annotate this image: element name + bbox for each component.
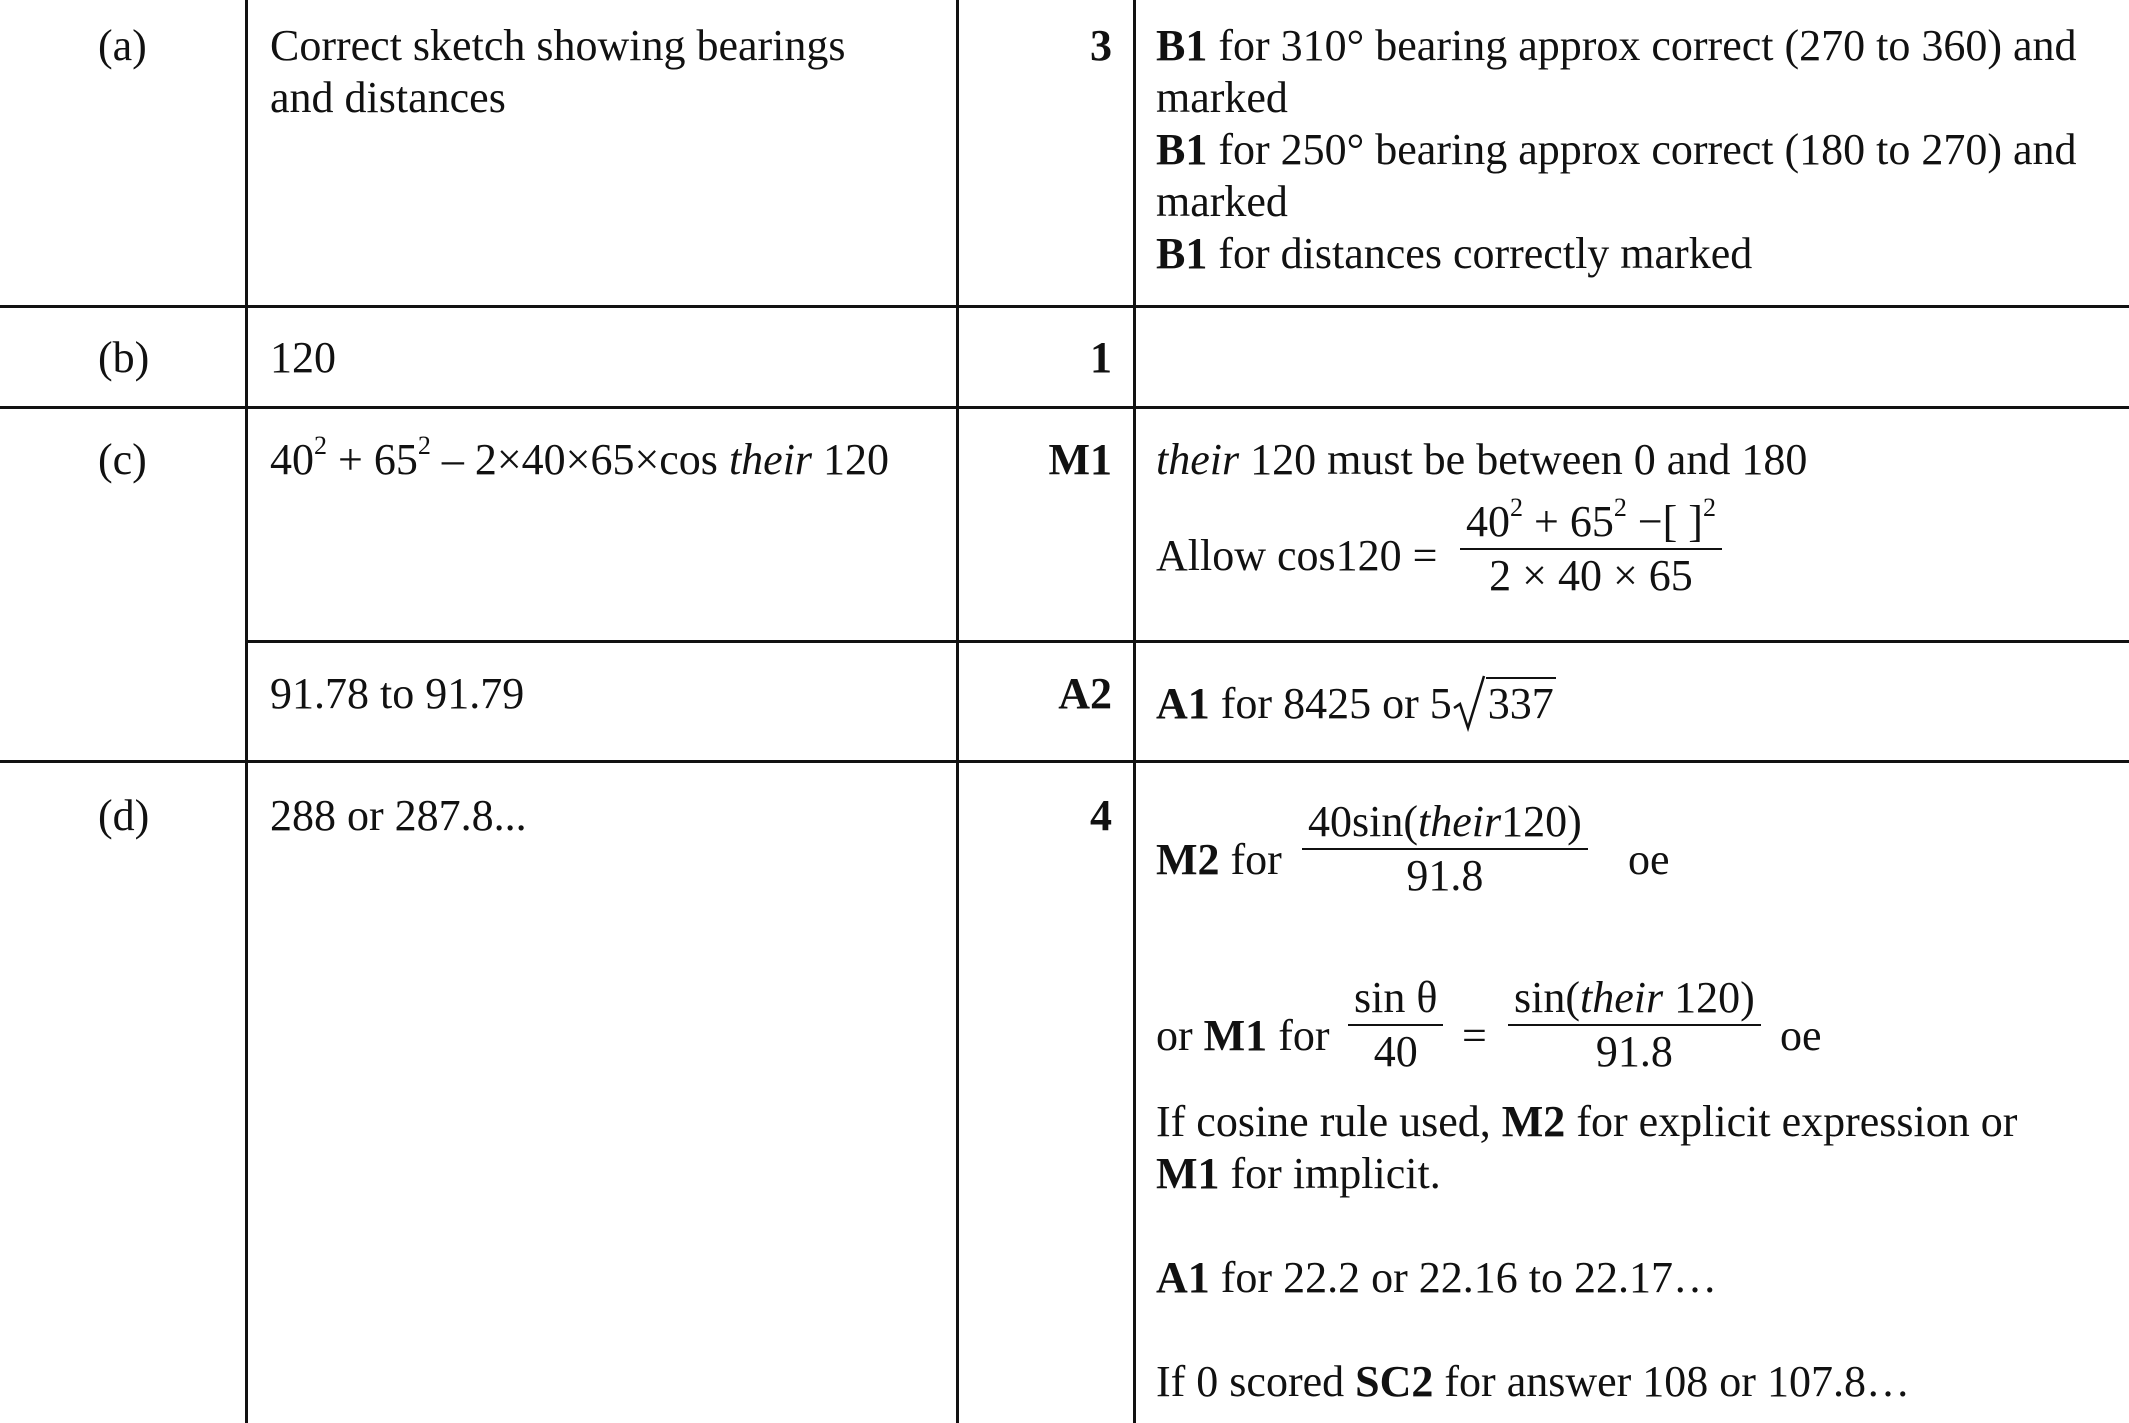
guidance-text: If 0 scored bbox=[1156, 1357, 1356, 1406]
guidance-text: 120 must be between 0 and 180 bbox=[1239, 435, 1808, 484]
guidance-text: for bbox=[1267, 1011, 1330, 1060]
exponent: 2 bbox=[1702, 493, 1716, 523]
row-divider-c-sub bbox=[245, 640, 2129, 643]
num-term: 120) bbox=[1501, 797, 1582, 846]
exponent: 2 bbox=[417, 431, 431, 461]
mark-b: 1 bbox=[1090, 333, 1112, 382]
row-divider-a-b bbox=[0, 305, 2129, 308]
mark-code: M2 bbox=[1501, 1097, 1566, 1146]
part-label-c: (c) bbox=[98, 435, 147, 484]
mark-code: B1 bbox=[1156, 125, 1208, 174]
guidance-text: for 310° bearing approx correct (270 to 360) and bbox=[1207, 21, 2077, 70]
num-term: 40 bbox=[1466, 497, 1510, 546]
guidance-text: for 250° bearing approx correct (180 to 270) and bbox=[1207, 125, 2077, 174]
guidance-text: for implicit. bbox=[1219, 1149, 1441, 1198]
column-divider-2 bbox=[956, 0, 959, 1423]
answer-b: 120 bbox=[270, 333, 336, 382]
answer-a-line2: and distances bbox=[270, 73, 506, 122]
mark-code: B1 bbox=[1156, 229, 1208, 278]
part-label-d: (d) bbox=[98, 791, 150, 840]
expr-term: 120 bbox=[812, 435, 890, 484]
num-term: 120) bbox=[1663, 973, 1755, 1022]
answer-c-final: 91.78 to 91.79 bbox=[270, 669, 525, 718]
num-term: sin( bbox=[1514, 973, 1580, 1022]
mark-code: SC2 bbox=[1355, 1357, 1434, 1406]
exponent: 2 bbox=[314, 431, 327, 461]
answer-d: 288 or 287.8... bbox=[270, 791, 527, 840]
mark-code: M2 bbox=[1156, 835, 1220, 884]
fraction-denominator: 40 bbox=[1373, 1027, 1418, 1076]
guidance-a-line2: marked bbox=[1156, 73, 1288, 122]
mark-a: 3 bbox=[1090, 21, 1112, 70]
guidance-a-line3 bbox=[1156, 124, 2077, 176]
guidance-text: If cosine rule used, bbox=[1156, 1097, 1502, 1146]
fraction-numerator bbox=[1302, 796, 1588, 848]
guidance-text: for explicit expression or bbox=[1565, 1097, 2018, 1146]
radical-sign-icon bbox=[1452, 674, 1486, 732]
guidance-d-cosine-line2 bbox=[1156, 1148, 1441, 1200]
num-their: their bbox=[1580, 973, 1664, 1022]
exponent: 2 bbox=[1613, 493, 1627, 523]
guidance-d-sc2 bbox=[1156, 1356, 1910, 1408]
guidance-d-m1 bbox=[1156, 1010, 1330, 1062]
part-label-a: (a) bbox=[98, 21, 147, 70]
cosine-rule-fraction bbox=[1460, 493, 1722, 602]
column-divider-3 bbox=[1133, 0, 1136, 1423]
row-divider-c-d bbox=[0, 760, 2129, 763]
expr-term: + 65 bbox=[327, 435, 418, 484]
mark-c-m1: M1 bbox=[1048, 435, 1112, 484]
fraction-numerator: sin θ bbox=[1354, 973, 1438, 1022]
expr-term: 40 bbox=[270, 435, 314, 484]
guidance-a-line1 bbox=[1156, 20, 2077, 72]
guidance-d-cosine-line1 bbox=[1156, 1096, 2017, 1148]
fraction-numerator bbox=[1460, 493, 1722, 548]
num-term: −[ ] bbox=[1626, 497, 1703, 546]
column-divider-1 bbox=[245, 0, 248, 1423]
guidance-c-a1 bbox=[1156, 678, 1556, 730]
equals-sign: = bbox=[1462, 1011, 1487, 1060]
sine-rule-fraction-m2 bbox=[1302, 796, 1588, 902]
guidance-a-line5 bbox=[1156, 228, 1752, 280]
row-divider-b-c bbox=[0, 406, 2129, 409]
num-term: + 65 bbox=[1523, 497, 1614, 546]
mark-d: 4 bbox=[1090, 791, 1112, 840]
radicand: 337 bbox=[1487, 679, 1554, 728]
guidance-text: for distances correctly marked bbox=[1207, 229, 1753, 278]
guidance-text: for bbox=[1219, 835, 1282, 884]
mark-code: B1 bbox=[1156, 21, 1208, 70]
guidance-a-line4: marked bbox=[1156, 177, 1288, 226]
answer-c-expression bbox=[270, 431, 890, 486]
mark-code: M1 bbox=[1156, 1149, 1220, 1198]
mark-code: A1 bbox=[1156, 679, 1210, 728]
num-their: their bbox=[1418, 797, 1502, 846]
expr-term: – 2×40×65×cos bbox=[430, 435, 729, 484]
guidance-text: or bbox=[1156, 1011, 1204, 1060]
guidance-their: their bbox=[1156, 435, 1240, 484]
fraction-denominator: 91.8 bbox=[1595, 1027, 1673, 1076]
guidance-d-m2 bbox=[1156, 834, 1282, 886]
guidance-c-allow: Allow cos120 = bbox=[1156, 531, 1438, 580]
mark-code: A1 bbox=[1156, 1253, 1210, 1302]
fraction-denominator: 2 × 40 × 65 bbox=[1489, 551, 1693, 600]
guidance-text: for 8425 or 5 bbox=[1209, 679, 1452, 728]
num-term: 40sin( bbox=[1308, 797, 1418, 846]
answer-a-line1: Correct sketch showing bearings bbox=[270, 21, 846, 70]
guidance-d-m1-oe: oe bbox=[1780, 1011, 1822, 1060]
guidance-c-line1 bbox=[1156, 434, 1807, 486]
exponent: 2 bbox=[1510, 493, 1523, 523]
guidance-d-m2-oe: oe bbox=[1628, 835, 1670, 884]
fraction-numerator bbox=[1508, 972, 1761, 1024]
square-root bbox=[1452, 678, 1556, 730]
guidance-d-a1 bbox=[1156, 1252, 1717, 1304]
guidance-text: for 22.2 or 22.16 to 22.17… bbox=[1209, 1253, 1717, 1302]
guidance-text: for answer 108 or 107.8… bbox=[1433, 1357, 1910, 1406]
fraction-denominator: 91.8 bbox=[1406, 851, 1484, 900]
mark-c-a2: A2 bbox=[1058, 669, 1112, 718]
expr-their: their bbox=[728, 435, 813, 484]
mark-code: M1 bbox=[1203, 1011, 1268, 1060]
sine-rule-fraction-left bbox=[1348, 972, 1443, 1078]
sine-rule-fraction-right bbox=[1508, 972, 1761, 1078]
part-label-b: (b) bbox=[98, 333, 150, 382]
